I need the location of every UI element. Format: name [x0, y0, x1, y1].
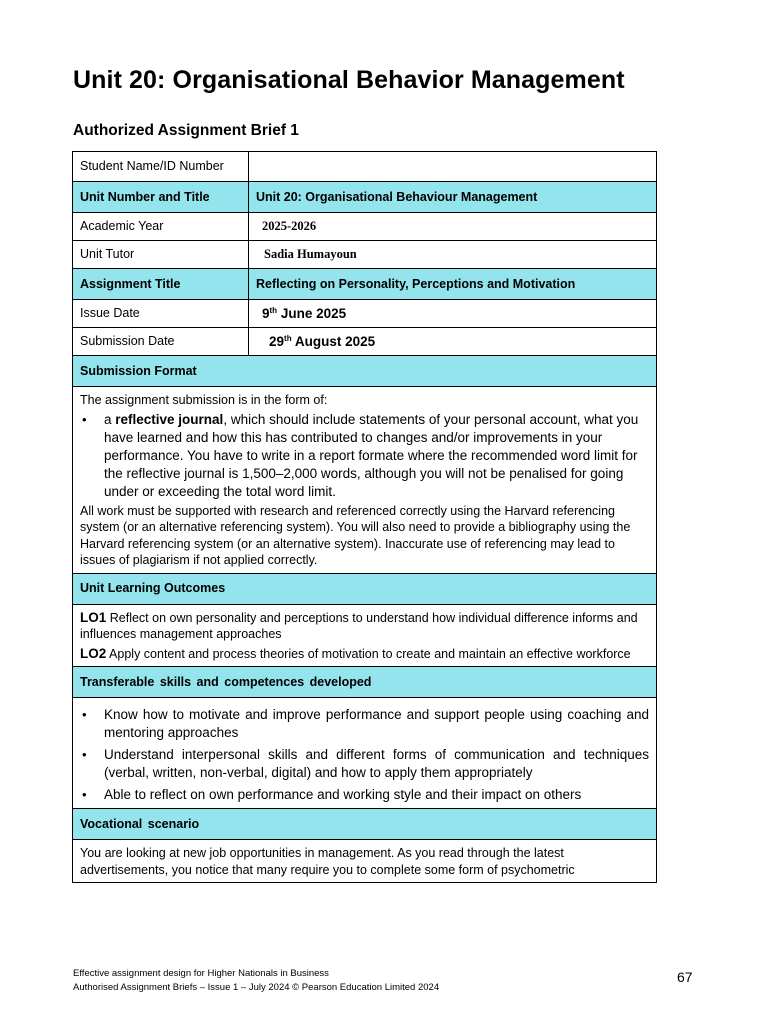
assignment-title-value: Reflecting on Personality, Perceptions and Motivation [249, 269, 657, 300]
brief-title: Authorized Assignment Brief 1 [73, 122, 299, 139]
unit-tutor-label: Unit Tutor [73, 241, 249, 269]
footer-line-1: Effective assignment design for Higher Nationals in Business [73, 968, 329, 979]
skills-body [73, 698, 657, 809]
skill-item: • Understand interpersonal skills and different forms of communication and techniques (verbal, written, non-verbal, digital) and how to apply them appropriately [80, 746, 649, 782]
page-number: 67 [677, 969, 693, 985]
academic-year-label: Academic Year [73, 213, 249, 241]
submission-format-body [73, 387, 657, 574]
unit-number-value: Unit 20: Organisational Behaviour Management [249, 182, 657, 213]
assignment-brief-table [72, 151, 657, 883]
row-unit-tutor [73, 241, 657, 269]
row-student [73, 152, 657, 182]
row-scenario-heading [73, 809, 657, 840]
row-learning-outcomes-heading [73, 573, 657, 604]
unit-number-label: Unit Number and Title [73, 182, 249, 213]
student-value [249, 152, 657, 182]
learning-outcomes-body [73, 604, 657, 667]
student-label: Student Name/ID Number [73, 152, 249, 182]
submission-date-value: 29th August 2025 [249, 328, 657, 356]
issue-date-label: Issue Date [73, 300, 249, 328]
academic-year-value: 2025-2026 [249, 213, 657, 241]
row-unit-number [73, 182, 657, 213]
lo1: LO1 Reflect on own personality and perceptions to understand how individual difference informs and influences management approaches [80, 609, 638, 641]
submission-format-heading: Submission Format [73, 356, 657, 387]
row-scenario-body [73, 840, 657, 883]
assignment-title-label: Assignment Title [73, 269, 249, 300]
row-issue-date [73, 300, 657, 328]
submission-note: All work must be supported with research and referenced correctly using the Harvard referencing system (or an alternative referencing system). You will also need to provide a bibliography using the Harvard referencing system (or an alternative system). Inaccurate use of referencing may lead to issues of plagiarism if not applied correctly. [80, 503, 631, 567]
submission-date-label: Submission Date [73, 328, 249, 356]
scenario-body [73, 840, 657, 883]
row-submission-format-heading [73, 356, 657, 387]
unit-tutor-value: Sadia Humayoun [249, 241, 657, 269]
submission-bullet: • a reflective journal, which should include statements of your personal account, what you have learned and how this has contributed to changes and/or improvements in your performance. You have to write in a report formate where the recommended word limit for the reflective journal is 1,500–2,000 words, although you will not be penalised for going under or exceeding the total word limit. [80, 411, 649, 501]
row-skills-body [73, 698, 657, 809]
footer-line-2: Authorised Assignment Briefs – Issue 1 – July 2024 © Pearson Education Limited 2024 [73, 982, 440, 993]
scenario-text: You are looking at new job opportunities in management. As you read through the latest advertisements, you notice that many require you to complete some form of psychometric [80, 846, 575, 877]
row-submission-format-body [73, 387, 657, 574]
row-academic-year [73, 213, 657, 241]
lo2: LO2 Apply content and process theories of motivation to create and maintain an effective workforce [80, 645, 631, 661]
issue-date-value: 9th June 2025 [249, 300, 657, 328]
submission-intro: The assignment submission is in the form of: [80, 393, 328, 407]
row-skills-heading [73, 667, 657, 698]
row-learning-outcomes-body [73, 604, 657, 667]
skill-item: • Know how to motivate and improve performance and support people using coaching and mentoring approaches [80, 706, 649, 742]
row-assignment-title [73, 269, 657, 300]
scenario-heading: Vocational scenario [73, 809, 657, 840]
skill-item: • Able to reflect on own performance and working style and their impact on others [80, 786, 649, 804]
unit-title: Unit 20: Organisational Behavior Management [73, 66, 625, 94]
learning-outcomes-heading: Unit Learning Outcomes [73, 573, 657, 604]
row-submission-date [73, 328, 657, 356]
skills-heading: Transferable skills and competences developed [73, 667, 657, 698]
